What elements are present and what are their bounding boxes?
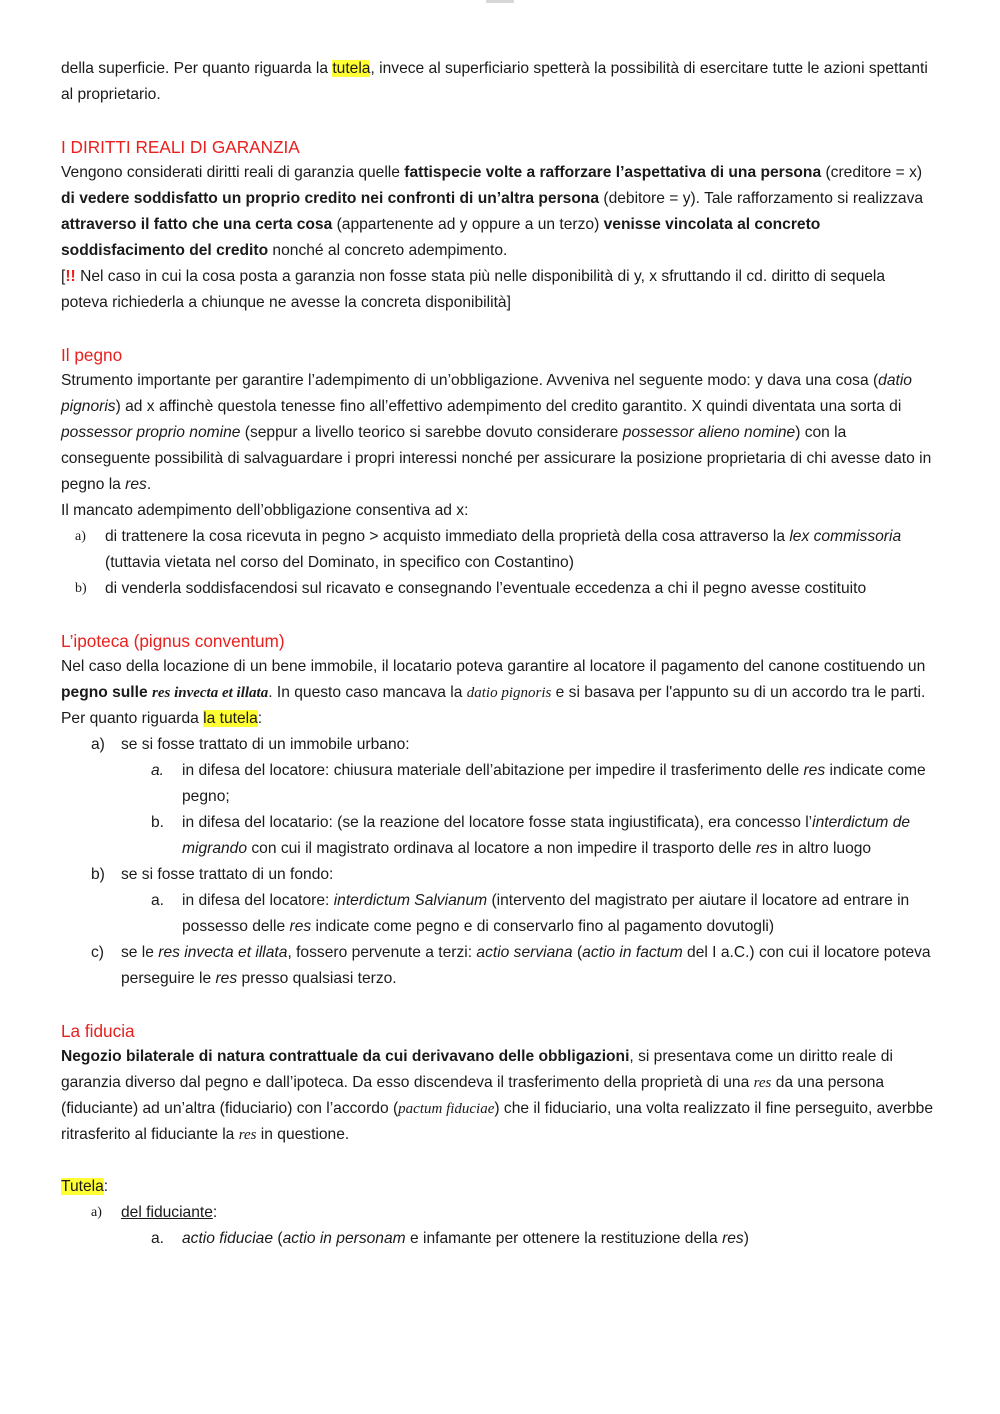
intro-paragraph: della superficie. Per quanto riguarda la tutela, invece al superficiario spetterà la possibilità di esercitare tutte le azioni spettanti al proprietario. <box>61 60 928 103</box>
section-heading-pegno: Il pegno <box>61 345 123 365</box>
highlighted-term: Tutela <box>61 1178 104 1195</box>
page-header-mark <box>486 0 514 3</box>
list-item: b) di venderla soddisfacendosi sul ricavato e consegnando l’eventuale eccedenza a chi il pegno avesse costituito <box>75 580 867 597</box>
pegno-paragraph: Strumento importante per garantire l’adempimento di un’obbligazione. Avveniva nel seguente modo: y dava una cosa (datio pignoris) ad x affinchè questola tenesse fino all’effettivo adempimento del credito garantito. X quindi diventata una sorta di possessor proprio nomine (seppur a livello teorico si sarebbe dovuto considerare possessor alieno nomine) con la conseguente possibilità di salvaguardare i propri interessi nonché per assicurare la posizione proprietaria di chi avesse dato in pegno la res. <box>61 372 932 493</box>
section-heading-ipoteca: L’ipoteca (pignus conventum) <box>61 631 285 651</box>
garanzia-note: [!! Nel caso in cui la cosa posta a garanzia non fosse stata più nelle disponibilità di y, x sfruttando il cd. diritto di sequela poteva richiederla a chiunque ne avesse la concreta disponibilità] <box>61 268 886 311</box>
section-heading-fiducia: La fiducia <box>61 1021 135 1041</box>
list-item: a) del fiduciante: <box>91 1204 218 1221</box>
warning-mark: !! <box>65 268 76 285</box>
sub-list-item: a. in difesa del locatore: chiusura materiale dell’abitazione per impedire il trasferimento delle res indicate come pegno; <box>151 762 926 805</box>
ipoteca-paragraph: Nel caso della locazione di un bene immobile, il locatario poteva garantire al locatore il pagamento del canone costituendo un pegno sulle res invecta et illata. In questo caso mancava la datio pignoris e si basava per l'appunto su di un accordo tra le parti. <box>61 658 926 701</box>
sub-list-item: b. in difesa del locatario: (se la reazione del locatore fosse stata ingiustificata), era concesso l’interdictum de migrando con cui il magistrato ordinava al locatore a non impedire il trasporto delle res in altro luogo <box>151 814 911 857</box>
section-heading-garanzia: I DIRITTI REALI DI GARANZIA <box>61 137 300 157</box>
sub-list-item: a. actio fiduciae (actio in personam e infamante per ottenere la restituzione della res) <box>151 1230 749 1247</box>
garanzia-paragraph: Vengono considerati diritti reali di garanzia quelle fattispecie volte a rafforzare l’aspettativa di una persona (creditore = x) di vedere soddisfatto un proprio credito nei confronti di un’altra persona (debitore = y). Tale rafforzamento si realizzava attraverso il fatto che una certa cosa (appartenente ad y oppure a un terzo) venisse vincolata al concreto soddisfacimento del credito nonché al concreto adempimento. <box>61 164 924 259</box>
ipoteca-tutela-intro: Per quanto riguarda la tutela: <box>61 710 263 727</box>
pegno-list-intro: Il mancato adempimento dell’obbligazione consentiva ad x: <box>61 502 469 519</box>
sub-list-item: a. in difesa del locatore: interdictum Salvianum (intervento del magistrato per aiutare il locatore ad entrare in possesso delle res indicate come pegno e di conservarlo fino al pagamento dovutogli) <box>151 892 910 935</box>
list-item: b) se si fosse trattato di un fondo: <box>91 866 334 883</box>
fiducia-paragraph: Negozio bilaterale di natura contrattuale da cui derivavano delle obbligazioni, si presentava come un diritto reale di garanzia diverso dal pegno e dall’ipoteca. Da esso discendeva il trasferimento della proprietà di una res da una persona (fiduciante) ad un’altra (fiduciario) con l’accordo (pactum fiduciae) che il fiduciario, una volta realizzato il fine perseguito, averbbe ritrasferito al fiduciante la res in questione. <box>61 1048 933 1143</box>
document-page <box>61 56 936 1252</box>
list-item: c) se le res invecta et illata, fossero pervenute a terzi: actio serviana (actio in factum del I a.C.) con cui il locatore poteva perseguire le res presso qualsiasi terzo. <box>91 944 931 987</box>
list-item: a) se si fosse trattato di un immobile urbano: <box>91 736 410 753</box>
highlighted-term: la tutela <box>203 710 258 727</box>
highlighted-term: tutela <box>332 60 371 77</box>
list-item: a) di trattenere la cosa ricevuta in pegno > acquisto immediato della proprietà della cosa attraverso la lex commissoria (tuttavia vietata nel corso del Dominato, in specifico con Costantino) <box>75 528 902 571</box>
fiducia-tutela-intro: Tutela: <box>61 1178 109 1195</box>
